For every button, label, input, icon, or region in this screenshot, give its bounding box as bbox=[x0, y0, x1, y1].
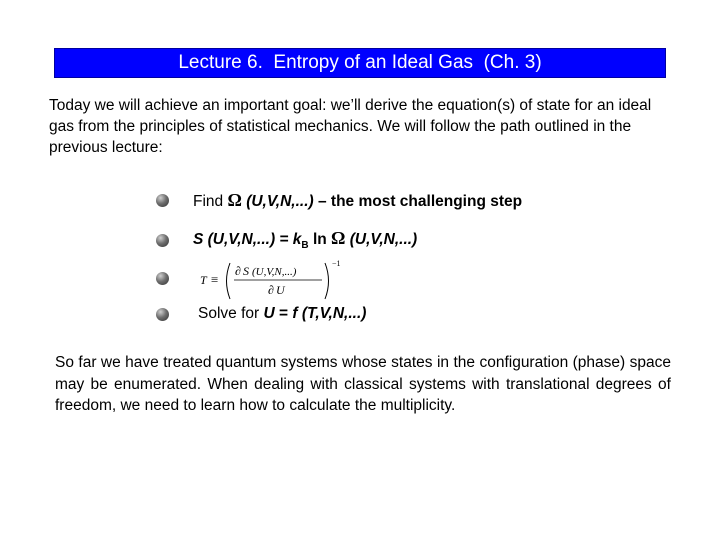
formula-num-args: (U,V,N,...) bbox=[252, 266, 297, 278]
formula-U: U bbox=[276, 283, 285, 297]
omega-symbol: Ω bbox=[227, 189, 242, 210]
bullet-dot-icon bbox=[156, 308, 169, 321]
temperature-formula bbox=[200, 258, 370, 304]
formula-exponent: −1 bbox=[332, 259, 341, 268]
closing-paragraph: So far we have treated quantum systems whose states in the configuration (phase) space may be enumerated. When dealing with classical systems with translational degrees of freedom, we need to learn how to calculate the multiplicity. bbox=[55, 354, 671, 414]
bullet-text: S $(U,V,N,...) = k_B$ ln Ω (U,V,N,...) bbox=[193, 228, 418, 252]
formula-partial-num: ∂ bbox=[235, 264, 241, 278]
formula-left-paren bbox=[227, 263, 231, 299]
formula-equiv: ≡ bbox=[211, 272, 219, 287]
formula-partial-den: ∂ bbox=[268, 283, 274, 297]
formula-S: S bbox=[243, 264, 249, 278]
bullet-dot-icon bbox=[156, 194, 169, 207]
omega-symbol: Ω bbox=[331, 228, 346, 249]
slide-title: Lecture 6. Entropy of an Ideal Gas (Ch. 3) bbox=[178, 52, 542, 73]
bullet-text: Find Ω (U,V,N,...) – the most challenging step bbox=[193, 189, 523, 210]
formula-T: T bbox=[200, 273, 207, 287]
formula-right-paren bbox=[325, 263, 329, 299]
bullet-dot-icon bbox=[156, 272, 169, 285]
slide-title-bar bbox=[54, 48, 666, 78]
intro-paragraph: Today we will achieve an important goal: we’ll derive the equation(s) of state for an ideal gas from the principles of statistical mechanics. We will follow the path outlined in the previous lecture: bbox=[49, 97, 652, 156]
bullet-dot-icon bbox=[156, 234, 169, 247]
bullet-text: Solve for U = f (T,V,N,...) bbox=[198, 305, 367, 322]
